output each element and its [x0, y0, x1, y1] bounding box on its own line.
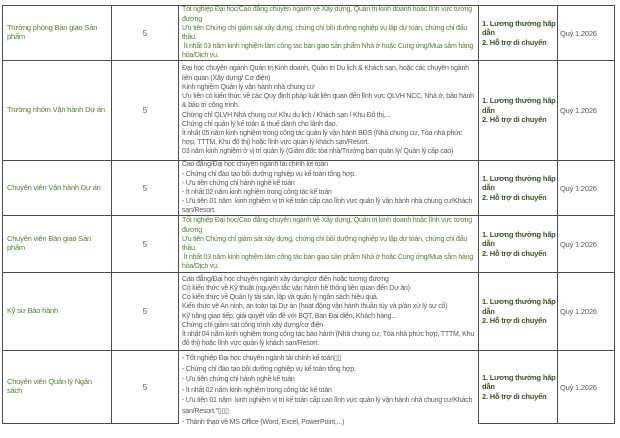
text-line: - Ưu tiên 01 năm kinh nghiệm vị trí kế toán cấp cao lĩnh vực quản lý vận hành nhà chung cư/Khách sạn/Resort."▯▯▯ [182, 397, 474, 415]
headcount-value: 5 [142, 106, 148, 115]
start-date-text: Quý 1.2026 [560, 106, 597, 115]
start-date-cell [557, 5, 615, 61]
start-date-cell [557, 350, 615, 424]
headcount-value: 5 [142, 239, 148, 249]
text-line: Ít nhất 03 năm kinh nghiệm làm công tác bàn giao sản phẩm Nhà ở hoặc Cung ứng/Mua sắm hàng hóa/Dịch vụ. [182, 254, 475, 271]
text-line: 1. Lương thưởng hấp dẫn [482, 372, 556, 392]
text-line: Chứng chỉ QLVH Nhà chung cư/ Khu du lịch / Khách sạn / Khu Đô thị,... [182, 111, 391, 119]
table-row [2, 350, 615, 424]
start-date-cell [557, 60, 615, 161]
requirements-text [182, 275, 476, 349]
text-line: Cao đẳng/Đại học chuyên ngành xây dựng/cơ điện hoặc tương đương [182, 275, 389, 283]
job-title-text: Trưởng nhóm Vận hành Dự án [7, 105, 105, 115]
text-line: Tốt nghiệp Đại học/Cao đẳng chuyên ngành về Xây dựng, Quản trị kinh doanh hoặc lĩnh vực tương đương [182, 6, 474, 23]
text-line: 1. Lương thưởng hấp dẫn [482, 297, 556, 316]
job-title-text: Kỹ sư Bảo hành [7, 306, 59, 316]
job-title-cell [2, 215, 112, 273]
text-line: Ít nhất 05 năm kinh nghiệm trong công tác quản lý vận hành BĐS (Nhà chung cư, Tòa nhà phức hợp, TTTM, Khu đô thị) hoặc lĩnh vực quản lý khách sạn/Resort. [182, 129, 464, 147]
job-title-cell [2, 5, 112, 61]
text-line: Ít nhất 03 năm kinh nghiệm làm công tác bàn giao sản phẩm Nhà ở hoặc Cung ứng/Mua sắm hàng hóa/Dịch vụ. [182, 43, 475, 60]
text-line: 1. Lương thưởng hấp dẫn [482, 18, 556, 38]
benefits-cell [478, 350, 558, 424]
text-line: 03 năm kinh nghiệm ở vị trí quản lý (Giám đốc tòa nhà/Trưởng ban quản lý/ Quản lý cấp cao) [182, 148, 454, 156]
job-title-cell [2, 350, 112, 424]
requirements-cell [178, 160, 479, 216]
text-line: Cao đẳng/Đại học chuyên ngành tài chính kế toán [182, 161, 328, 169]
benefits-cell [478, 160, 558, 216]
text-line: - Tốt nghiệp Đại học chuyên ngành tài chính kế toán▯▯ [182, 355, 342, 362]
start-date-cell [557, 160, 615, 216]
text-line: - Thành thạo về MS Office (Word, Excel, PowerPoint,...) [182, 418, 345, 426]
text-line: Có kiến thức về Quản lý tài sản, lập và quản lý ngân sách hiệu quả. [182, 294, 379, 302]
headcount-cell [111, 350, 179, 424]
text-line: 2. Hỗ trợ di chuyển [482, 37, 547, 47]
requirements-text [182, 64, 476, 156]
start-date-cell [557, 215, 615, 273]
headcount-cell [111, 5, 179, 61]
text-line: Ít nhất 04 năm kinh nghiệm trong công tác bảo hành (Nhà chung cư, Tòa nhà phức hợp, TTTM, Khu đô thị) hoặc lĩnh vực quản lý khách sạn/Resort. [182, 330, 476, 348]
text-line: Có kiến thức về Kỹ thuật (nguyên tắc vận hành hệ thống liên quan đến Dự án) [182, 284, 410, 292]
requirements-cell [178, 5, 479, 61]
job-title-text: Chuyên viên Quản lý Ngân sách [7, 377, 92, 395]
start-date-text: Quý 1.2026 [560, 28, 597, 38]
table-row [2, 215, 615, 273]
text-line: 1. Lương thưởng hấp dẫn [482, 96, 556, 115]
text-line: Tốt nghiệp Đại học/Cao đẳng chuyên ngành về Xây dựng, Quản trị kinh doanh hoặc lĩnh vực tương đương [182, 217, 474, 234]
text-line: Chứng chỉ quản lý kế toán & thuế dành cho lãnh đạo. [182, 120, 338, 128]
job-title-text: Chuyên viên Vận hành Dự án [7, 182, 101, 192]
benefits-text [482, 96, 556, 125]
job-title-text: Chuyên viên Bàn giao Sản phẩm [7, 234, 92, 252]
requirements-cell [178, 60, 479, 161]
text-line: - Ít nhất 02 năm kinh nghiệm trong công tác kế toán [182, 189, 332, 196]
benefits-text [482, 19, 556, 48]
job-title-cell [2, 60, 112, 161]
table-row [2, 272, 615, 351]
table-row [2, 60, 615, 161]
headcount-value: 5 [142, 382, 148, 392]
benefits-text [482, 373, 556, 402]
start-date-text: Quý 1.2026 [560, 382, 597, 392]
benefits-cell [478, 272, 558, 351]
start-date-text: Quý 1.2026 [560, 307, 597, 316]
text-line: 2. Hỗ trợ di chuyển [482, 115, 547, 125]
start-date-cell [557, 272, 615, 351]
start-date-text: Quý 1.2026 [560, 183, 597, 193]
benefits-cell [478, 60, 558, 161]
text-line: Đại học chuyên ngành Quản trị Kinh doanh, Quản trị Du lịch & Khách sạn, hoặc các chuyên ngành liên quan (Xây dựng/ Cơ điện) [182, 65, 471, 82]
headcount-value: 5 [142, 28, 148, 38]
text-line: 1. Lương thưởng hấp dẫn [482, 229, 556, 249]
benefits-text [482, 297, 556, 326]
benefits-text [482, 174, 556, 203]
text-line: Chứng chỉ giám sát công trình xây dựng/cơ điện [182, 321, 323, 329]
text-line: - Ưu tiên chứng chỉ hành nghề kế toán [182, 179, 295, 187]
headcount-value: 5 [142, 307, 148, 316]
headcount-cell [111, 272, 179, 351]
text-line: Ưu tiên có kiến thức về các Quy định pháp luật liên quan đến lĩnh vực QLVH NCC, Nhà ở, bảo hành & bảo trì công trình. [182, 93, 476, 110]
job-title-text: Trưởng phòng Bàn giao Sản phẩm [7, 23, 98, 41]
text-line: 2. Hỗ trợ di chuyển [482, 391, 547, 401]
job-table [2, 5, 615, 424]
text-line: 2. Hỗ trợ di chuyển [482, 316, 547, 326]
headcount-value: 5 [142, 183, 148, 193]
text-line: - Ưu tiên chứng chỉ hành nghề kế toán [182, 376, 295, 384]
headcount-cell [111, 60, 179, 161]
table-row [2, 160, 615, 216]
requirements-cell [178, 215, 479, 273]
job-title-cell [2, 272, 112, 351]
text-line: 2. Hỗ trợ di chuyển [482, 192, 547, 202]
requirements-text [182, 216, 476, 271]
start-date-text: Quý 1.2026 [560, 239, 597, 249]
text-line: Ưu tiên Chứng chỉ giám sát xây dựng, chứng chỉ bồi dưỡng nghiệp vụ lập dự toán, chứng chỉ đấu thầu. [182, 235, 469, 252]
text-line: Kinh nghiệm Quản lý vận hành nhà chung cư [182, 83, 315, 91]
text-line: Ưu tiên Chứng chỉ giám sát xây dựng, chứng chỉ bồi dưỡng nghiệp vụ lập dự toán, chứng chỉ đấu thầu. [182, 24, 469, 41]
headcount-cell [111, 215, 179, 273]
job-title-cell [2, 160, 112, 216]
benefits-text [482, 230, 556, 259]
headcount-cell [111, 160, 179, 216]
requirements-cell [178, 350, 479, 424]
text-line: 2. Hỗ trợ di chuyển [482, 248, 547, 258]
text-line: Kỹ năng giao tiếp, giải quyết vấn đề với BQT, Ban Đại diện, Khách hàng... [182, 312, 397, 320]
requirements-text [182, 352, 476, 428]
text-line: - Ưu tiên 01 năm kinh nghiệm vị trí kế toán cấp cao lĩnh vực quản lý vận hành nhà chung cư/Khách sạn/Resort. [182, 198, 474, 215]
table-row [2, 5, 615, 61]
text-line: - Chứng chỉ đào tạo bồi dưỡng nghiệp vụ kế toán tổng hợp. [182, 365, 356, 373]
text-line: 1. Lương thưởng hấp dẫn [482, 173, 556, 193]
text-line: - Chứng chỉ đào tạo bồi dưỡng nghiệp vụ kế toán tổng hợp. [182, 170, 356, 178]
benefits-cell [478, 5, 558, 61]
requirements-text [182, 160, 476, 215]
requirements-cell [178, 272, 479, 351]
requirements-text [182, 5, 476, 60]
benefits-cell [478, 215, 558, 273]
text-line: Kiến thức về An ninh, an toàn tại Dự án (hoạt động vận hành thuần túy và p/án xử lý sự cố) [182, 303, 448, 311]
text-line: - Ít nhất 02 năm kinh nghiệm trong công tác kế toán [182, 386, 332, 394]
